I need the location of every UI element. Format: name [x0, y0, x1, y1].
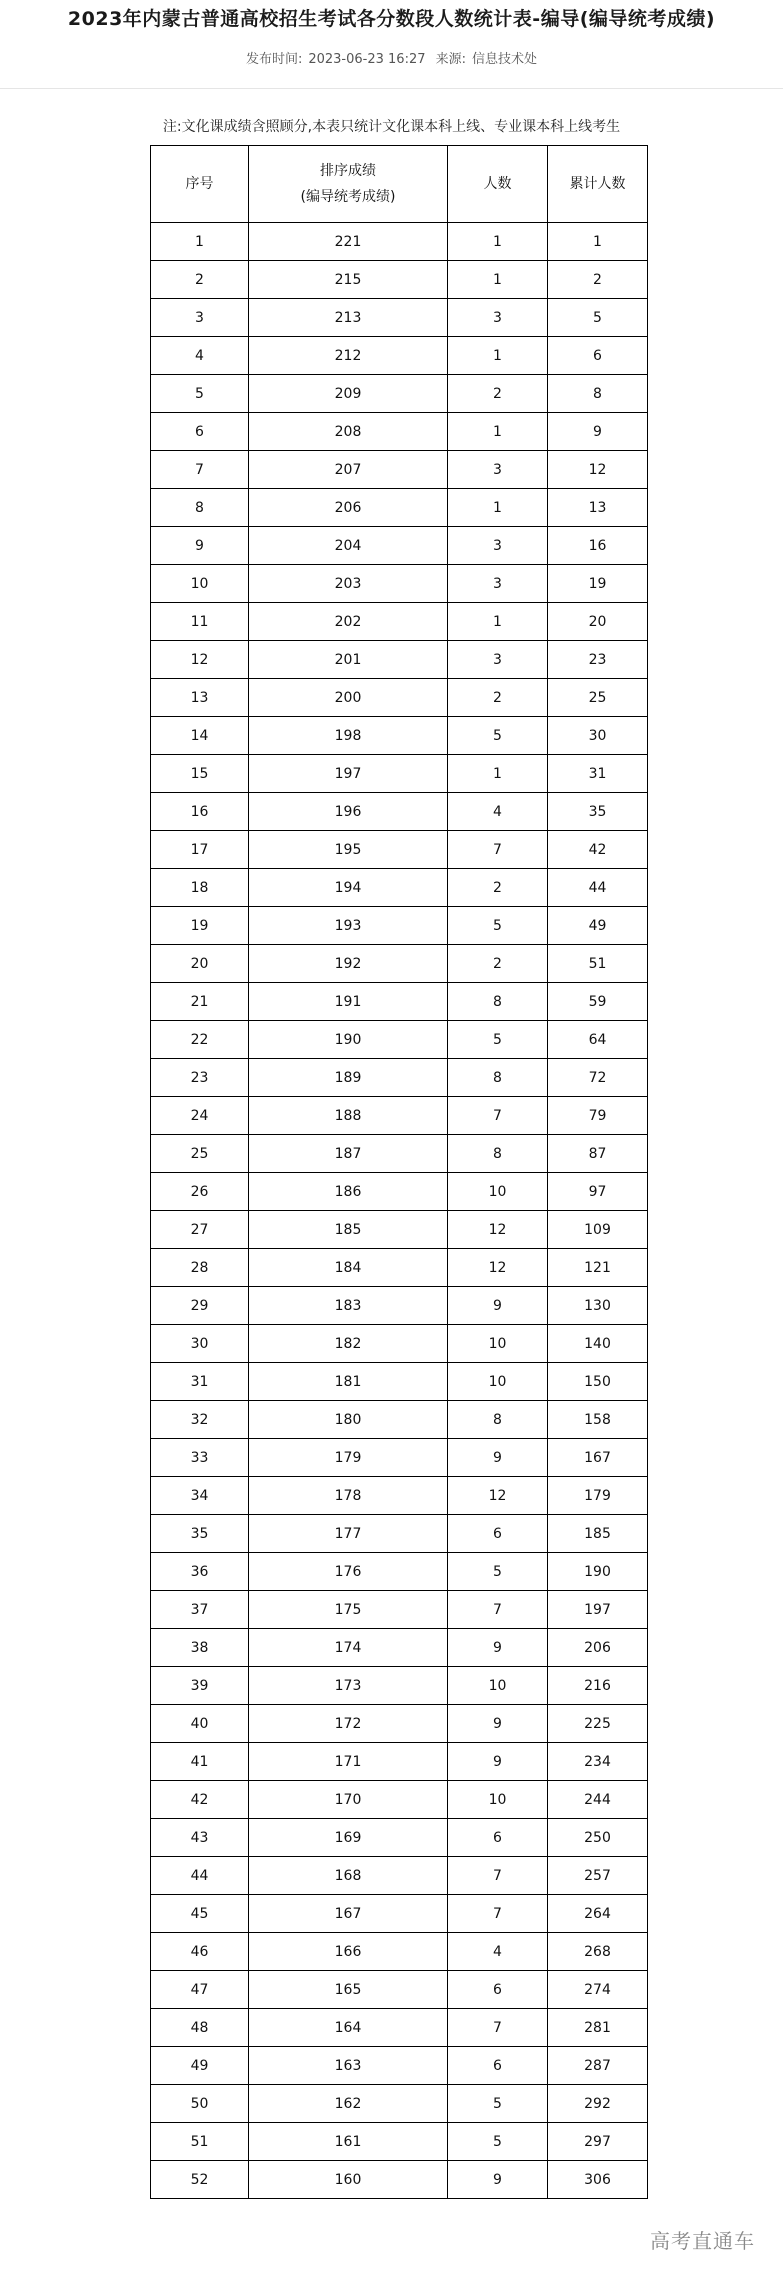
publish-time: 2023-06-23 16:27	[308, 52, 426, 67]
publish-label: 发布时间:	[245, 52, 303, 67]
cell-score: 193	[249, 907, 448, 945]
table-row	[151, 489, 648, 527]
cell-index: 23	[151, 1059, 249, 1097]
cell-cumulative: 64	[548, 1021, 648, 1059]
cell-score: 178	[249, 1477, 448, 1515]
table-row	[151, 565, 648, 603]
cell-index: 1	[151, 223, 249, 261]
cell-cumulative: 20	[548, 603, 648, 641]
table-row	[151, 2047, 648, 2085]
table-row	[151, 1401, 648, 1439]
table-row	[151, 1211, 648, 1249]
cell-index: 19	[151, 907, 249, 945]
cell-index: 6	[151, 413, 249, 451]
header-score-line1: 排序成绩	[320, 163, 376, 179]
cell-score: 197	[249, 755, 448, 793]
cell-score: 160	[249, 2161, 448, 2199]
cell-score: 163	[249, 2047, 448, 2085]
cell-cumulative: 2	[548, 261, 648, 299]
cell-count: 10	[448, 1325, 548, 1363]
cell-count: 8	[448, 1135, 548, 1173]
cell-count: 2	[448, 679, 548, 717]
cell-count: 2	[448, 945, 548, 983]
cell-score: 212	[249, 337, 448, 375]
cell-cumulative: 292	[548, 2085, 648, 2123]
cell-count: 1	[448, 603, 548, 641]
cell-count: 9	[448, 2161, 548, 2199]
table-row	[151, 717, 648, 755]
cell-cumulative: 30	[548, 717, 648, 755]
table-row	[151, 945, 648, 983]
cell-count: 7	[448, 1097, 548, 1135]
cell-score: 169	[249, 1819, 448, 1857]
table-row	[151, 2085, 648, 2123]
cell-count: 6	[448, 1971, 548, 2009]
cell-index: 51	[151, 2123, 249, 2161]
cell-count: 1	[448, 413, 548, 451]
cell-score: 209	[249, 375, 448, 413]
cell-index: 52	[151, 2161, 249, 2199]
cell-count: 1	[448, 223, 548, 261]
score-distribution-table	[150, 145, 648, 2199]
cell-index: 49	[151, 2047, 249, 2085]
cell-count: 9	[448, 1287, 548, 1325]
cell-count: 9	[448, 1743, 548, 1781]
cell-count: 12	[448, 1477, 548, 1515]
cell-score: 175	[249, 1591, 448, 1629]
table-row	[151, 1059, 648, 1097]
table-row	[151, 2009, 648, 2047]
cell-index: 35	[151, 1515, 249, 1553]
cell-score: 221	[249, 223, 448, 261]
cell-cumulative: 44	[548, 869, 648, 907]
cell-cumulative: 1	[548, 223, 648, 261]
cell-index: 42	[151, 1781, 249, 1819]
cell-cumulative: 23	[548, 641, 648, 679]
cell-cumulative: 179	[548, 1477, 648, 1515]
cell-count: 3	[448, 299, 548, 337]
table-row	[151, 1173, 648, 1211]
cell-score: 194	[249, 869, 448, 907]
cell-score: 176	[249, 1553, 448, 1591]
cell-count: 8	[448, 1059, 548, 1097]
cell-index: 46	[151, 1933, 249, 1971]
table-row	[151, 1553, 648, 1591]
cell-index: 25	[151, 1135, 249, 1173]
cell-score: 207	[249, 451, 448, 489]
table-row	[151, 869, 648, 907]
table-row	[151, 1819, 648, 1857]
watermark-logo: 高考直通车	[650, 2229, 755, 2253]
cell-score: 183	[249, 1287, 448, 1325]
cell-score: 180	[249, 1401, 448, 1439]
table-row	[151, 1287, 648, 1325]
cell-index: 27	[151, 1211, 249, 1249]
cell-cumulative: 140	[548, 1325, 648, 1363]
cell-index: 21	[151, 983, 249, 1021]
cell-index: 22	[151, 1021, 249, 1059]
cell-score: 186	[249, 1173, 448, 1211]
table-row	[151, 755, 648, 793]
table-header-row	[151, 146, 648, 223]
cell-cumulative: 225	[548, 1705, 648, 1743]
cell-index: 17	[151, 831, 249, 869]
cell-cumulative: 31	[548, 755, 648, 793]
cell-cumulative: 5	[548, 299, 648, 337]
cell-cumulative: 121	[548, 1249, 648, 1287]
header-divider	[0, 88, 783, 89]
table-row	[151, 2161, 648, 2199]
cell-score: 171	[249, 1743, 448, 1781]
header-index: 序号	[151, 146, 249, 223]
cell-score: 161	[249, 2123, 448, 2161]
cell-count: 9	[448, 1705, 548, 1743]
table-row	[151, 1971, 648, 2009]
cell-cumulative: 268	[548, 1933, 648, 1971]
cell-count: 6	[448, 2047, 548, 2085]
table-row	[151, 1363, 648, 1401]
cell-index: 24	[151, 1097, 249, 1135]
table-note: 注:文化课成绩含照顾分,本表只统计文化课本科上线、专业课本科上线考生	[162, 119, 621, 135]
cell-index: 4	[151, 337, 249, 375]
cell-score: 164	[249, 2009, 448, 2047]
table-row	[151, 451, 648, 489]
cell-count: 6	[448, 1515, 548, 1553]
cell-cumulative: 234	[548, 1743, 648, 1781]
cell-index: 31	[151, 1363, 249, 1401]
table-row	[151, 261, 648, 299]
header-cumulative: 累计人数	[548, 146, 648, 223]
cell-cumulative: 49	[548, 907, 648, 945]
cell-count: 2	[448, 375, 548, 413]
cell-cumulative: 9	[548, 413, 648, 451]
table-row	[151, 679, 648, 717]
table-body	[151, 223, 648, 2199]
cell-score: 203	[249, 565, 448, 603]
table-row	[151, 527, 648, 565]
cell-index: 39	[151, 1667, 249, 1705]
cell-count: 10	[448, 1173, 548, 1211]
cell-index: 3	[151, 299, 249, 337]
cell-index: 12	[151, 641, 249, 679]
header-score	[249, 146, 448, 223]
cell-count: 12	[448, 1249, 548, 1287]
cell-count: 3	[448, 565, 548, 603]
cell-cumulative: 274	[548, 1971, 648, 2009]
table-row	[151, 1439, 648, 1477]
table-row	[151, 1895, 648, 1933]
cell-score: 213	[249, 299, 448, 337]
cell-score: 204	[249, 527, 448, 565]
table-row	[151, 1629, 648, 1667]
cell-count: 7	[448, 2009, 548, 2047]
cell-index: 43	[151, 1819, 249, 1857]
cell-index: 47	[151, 1971, 249, 2009]
cell-cumulative: 257	[548, 1857, 648, 1895]
cell-count: 10	[448, 1667, 548, 1705]
table-row	[151, 1477, 648, 1515]
table-row	[151, 299, 648, 337]
table-row	[151, 641, 648, 679]
cell-score: 198	[249, 717, 448, 755]
cell-count: 4	[448, 1933, 548, 1971]
cell-index: 18	[151, 869, 249, 907]
cell-cumulative: 185	[548, 1515, 648, 1553]
cell-cumulative: 16	[548, 527, 648, 565]
cell-cumulative: 87	[548, 1135, 648, 1173]
cell-index: 32	[151, 1401, 249, 1439]
cell-count: 1	[448, 261, 548, 299]
table-row	[151, 1325, 648, 1363]
table-row	[151, 831, 648, 869]
source-label: 来源:	[435, 52, 467, 67]
cell-score: 200	[249, 679, 448, 717]
cell-cumulative: 297	[548, 2123, 648, 2161]
cell-cumulative: 97	[548, 1173, 648, 1211]
cell-score: 201	[249, 641, 448, 679]
cell-score: 208	[249, 413, 448, 451]
cell-score: 165	[249, 1971, 448, 2009]
cell-score: 185	[249, 1211, 448, 1249]
cell-score: 206	[249, 489, 448, 527]
cell-cumulative: 244	[548, 1781, 648, 1819]
cell-index: 9	[151, 527, 249, 565]
cell-count: 9	[448, 1439, 548, 1477]
cell-score: 170	[249, 1781, 448, 1819]
cell-index: 50	[151, 2085, 249, 2123]
cell-score: 167	[249, 1895, 448, 1933]
cell-score: 195	[249, 831, 448, 869]
cell-cumulative: 13	[548, 489, 648, 527]
table-row	[151, 1249, 648, 1287]
cell-count: 4	[448, 793, 548, 831]
cell-index: 14	[151, 717, 249, 755]
cell-index: 48	[151, 2009, 249, 2047]
cell-cumulative: 306	[548, 2161, 648, 2199]
cell-cumulative: 281	[548, 2009, 648, 2047]
table-row	[151, 1781, 648, 1819]
table-row	[151, 1857, 648, 1895]
cell-index: 13	[151, 679, 249, 717]
cell-index: 5	[151, 375, 249, 413]
cell-count: 7	[448, 831, 548, 869]
cell-index: 38	[151, 1629, 249, 1667]
table-row	[151, 1705, 648, 1743]
cell-score: 190	[249, 1021, 448, 1059]
table-row	[151, 1591, 648, 1629]
table-row	[151, 1021, 648, 1059]
cell-cumulative: 35	[548, 793, 648, 831]
article-meta	[0, 48, 783, 67]
cell-score: 191	[249, 983, 448, 1021]
cell-score: 215	[249, 261, 448, 299]
cell-index: 44	[151, 1857, 249, 1895]
cell-index: 41	[151, 1743, 249, 1781]
cell-score: 181	[249, 1363, 448, 1401]
cell-index: 20	[151, 945, 249, 983]
cell-count: 5	[448, 1021, 548, 1059]
cell-score: 177	[249, 1515, 448, 1553]
table-row	[151, 1097, 648, 1135]
cell-cumulative: 25	[548, 679, 648, 717]
cell-cumulative: 130	[548, 1287, 648, 1325]
cell-cumulative: 158	[548, 1401, 648, 1439]
cell-index: 45	[151, 1895, 249, 1933]
cell-index: 7	[151, 451, 249, 489]
cell-count: 12	[448, 1211, 548, 1249]
table-row	[151, 223, 648, 261]
cell-index: 40	[151, 1705, 249, 1743]
cell-index: 8	[151, 489, 249, 527]
cell-index: 33	[151, 1439, 249, 1477]
table-row	[151, 413, 648, 451]
cell-score: 202	[249, 603, 448, 641]
cell-count: 7	[448, 1857, 548, 1895]
table-row	[151, 1667, 648, 1705]
table-row	[151, 1933, 648, 1971]
cell-cumulative: 250	[548, 1819, 648, 1857]
cell-cumulative: 167	[548, 1439, 648, 1477]
cell-count: 8	[448, 983, 548, 1021]
cell-cumulative: 150	[548, 1363, 648, 1401]
cell-score: 168	[249, 1857, 448, 1895]
cell-score: 189	[249, 1059, 448, 1097]
header-count: 人数	[448, 146, 548, 223]
table-row	[151, 337, 648, 375]
cell-cumulative: 197	[548, 1591, 648, 1629]
cell-score: 174	[249, 1629, 448, 1667]
cell-count: 3	[448, 527, 548, 565]
cell-count: 7	[448, 1591, 548, 1629]
cell-score: 179	[249, 1439, 448, 1477]
cell-cumulative: 109	[548, 1211, 648, 1249]
cell-count: 5	[448, 2085, 548, 2123]
cell-cumulative: 206	[548, 1629, 648, 1667]
cell-score: 172	[249, 1705, 448, 1743]
cell-count: 8	[448, 1401, 548, 1439]
cell-count: 9	[448, 1629, 548, 1667]
cell-index: 11	[151, 603, 249, 641]
cell-score: 166	[249, 1933, 448, 1971]
cell-cumulative: 79	[548, 1097, 648, 1135]
cell-index: 36	[151, 1553, 249, 1591]
table-row	[151, 793, 648, 831]
cell-count: 5	[448, 907, 548, 945]
cell-count: 5	[448, 1553, 548, 1591]
cell-count: 5	[448, 2123, 548, 2161]
cell-index: 34	[151, 1477, 249, 1515]
table-row	[151, 2123, 648, 2161]
cell-cumulative: 12	[548, 451, 648, 489]
cell-count: 3	[448, 451, 548, 489]
cell-index: 2	[151, 261, 249, 299]
cell-index: 15	[151, 755, 249, 793]
cell-count: 10	[448, 1781, 548, 1819]
table-row	[151, 375, 648, 413]
cell-count: 10	[448, 1363, 548, 1401]
cell-count: 3	[448, 641, 548, 679]
cell-index: 16	[151, 793, 249, 831]
cell-index: 26	[151, 1173, 249, 1211]
cell-index: 10	[151, 565, 249, 603]
cell-cumulative: 190	[548, 1553, 648, 1591]
cell-score: 182	[249, 1325, 448, 1363]
cell-score: 187	[249, 1135, 448, 1173]
table-row	[151, 1743, 648, 1781]
cell-score: 188	[249, 1097, 448, 1135]
cell-cumulative: 264	[548, 1895, 648, 1933]
cell-cumulative: 59	[548, 983, 648, 1021]
cell-cumulative: 216	[548, 1667, 648, 1705]
table-row	[151, 603, 648, 641]
cell-score: 184	[249, 1249, 448, 1287]
cell-score: 162	[249, 2085, 448, 2123]
cell-index: 29	[151, 1287, 249, 1325]
cell-index: 37	[151, 1591, 249, 1629]
cell-score: 173	[249, 1667, 448, 1705]
cell-count: 1	[448, 489, 548, 527]
cell-index: 28	[151, 1249, 249, 1287]
cell-score: 192	[249, 945, 448, 983]
cell-score: 196	[249, 793, 448, 831]
cell-cumulative: 19	[548, 565, 648, 603]
cell-cumulative: 72	[548, 1059, 648, 1097]
cell-count: 6	[448, 1819, 548, 1857]
cell-count: 2	[448, 869, 548, 907]
cell-index: 30	[151, 1325, 249, 1363]
table-row	[151, 1515, 648, 1553]
cell-count: 5	[448, 717, 548, 755]
table-row	[151, 1135, 648, 1173]
header-score-line2: (编导统考成绩)	[300, 189, 396, 205]
table-row	[151, 907, 648, 945]
cell-count: 7	[448, 1895, 548, 1933]
cell-cumulative: 6	[548, 337, 648, 375]
cell-cumulative: 8	[548, 375, 648, 413]
cell-count: 1	[448, 755, 548, 793]
cell-cumulative: 42	[548, 831, 648, 869]
table-row	[151, 983, 648, 1021]
cell-cumulative: 287	[548, 2047, 648, 2085]
cell-cumulative: 51	[548, 945, 648, 983]
cell-count: 1	[448, 337, 548, 375]
page-title: 2023年内蒙古普通高校招生考试各分数段人数统计表-编导(编导统考成绩)	[67, 8, 716, 30]
source-value: 信息技术处	[472, 52, 538, 67]
